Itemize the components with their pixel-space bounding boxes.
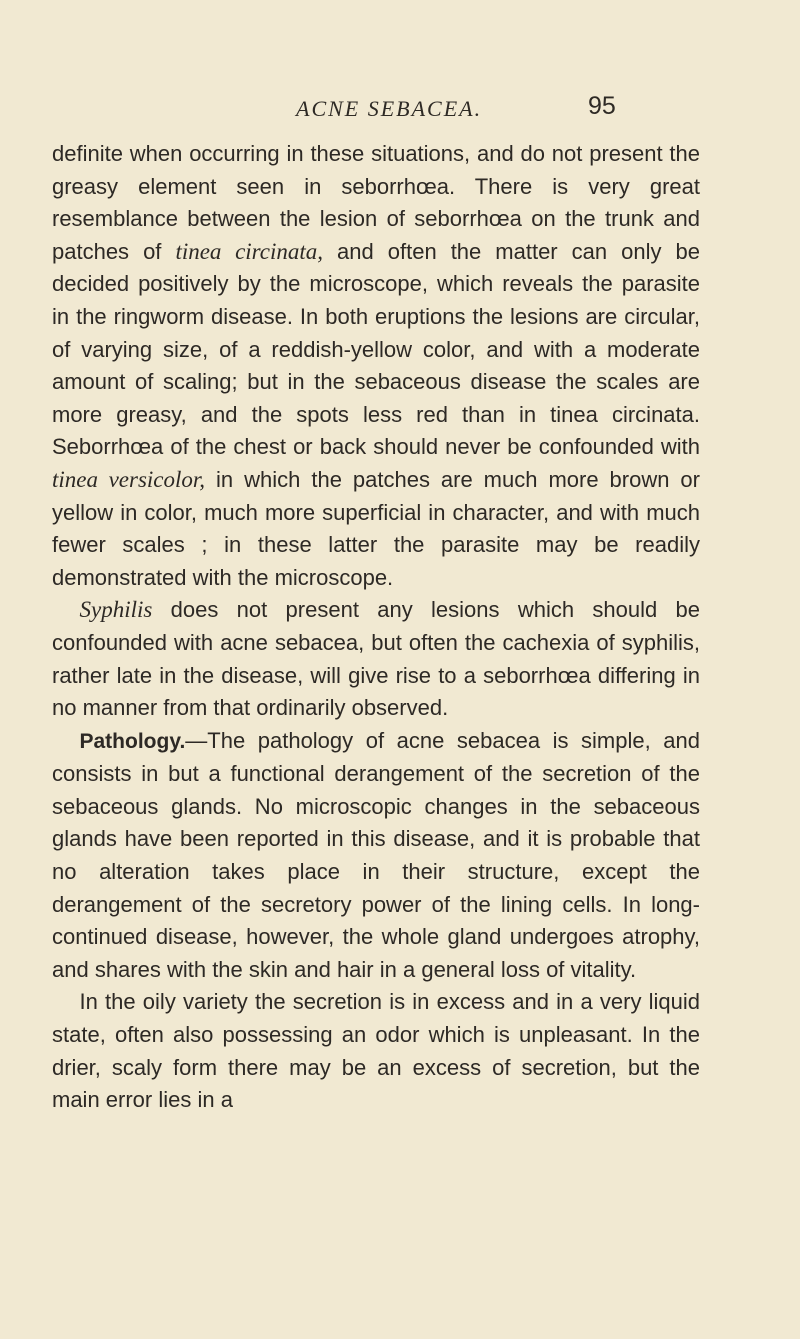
text-run: does not present any lesions which should be confounded with acne sebacea, but often the cachexia of syphilis, rather late in the disease, will give rise to a seborrhœa differing in no manner from that ordinarily observed. (52, 597, 700, 721)
italic-term: tinea versicolor, (52, 466, 206, 492)
paragraph-p2 (52, 594, 700, 724)
section-heading: Pathology. (79, 729, 186, 753)
paragraph-p3 (52, 725, 700, 987)
paragraph-p4 (52, 986, 700, 1116)
text-run: definite when occurring in these situations, and do not present the greasy element seen in seborrhœa. There is very great resemblance between the lesion of seborrhœa on the trunk and patches of (52, 141, 700, 264)
running-head (0, 92, 800, 126)
text-run: in which the patches are much more brown or yellow in color, much more superficial in character, and with much fewer scales ; in these latter the parasite may be readily demonstrated with the microscope. (52, 466, 700, 590)
italic-term: Syphilis (79, 597, 153, 623)
body-text (52, 138, 700, 1117)
text-run: In the oily variety the secretion is in excess and in a very liquid state, often also possessing an odor which is unpleasant. In the drier, scaly form there may be an excess of secretion, but the main error lies in a (52, 989, 700, 1113)
page-number: 95 (588, 92, 616, 120)
running-head-title: ACNE SEBACEA. (296, 96, 483, 121)
text-run: and often the matter can only be decided positively by the microscope, which reveals the parasite in the ringworm disease. In both eruptions the lesions are circular, of varying size, of a reddish-yellow color, and with a moderate amount of scaling; but in the sebaceous disease the scales are more greasy, and the spots less red than in tinea circinata. Seborrhœa of the chest or back should never be confounded with (52, 238, 700, 460)
text-run: —The pathology of acne sebacea is simple, and consists in but a functional derangement of the secretion of the sebaceous glands. No microscopic changes in the sebaceous glands have been reported in this disease, and it is probable that no alteration takes place in their structure, except the derangement of the secretory power of the lining cells. In long-continued disease, however, the whole gland undergoes atrophy, and shares with the skin and hair in a general loss of vitality. (52, 727, 700, 982)
paragraph-p1 (52, 138, 700, 594)
italic-term: tinea circinata, (175, 238, 324, 264)
